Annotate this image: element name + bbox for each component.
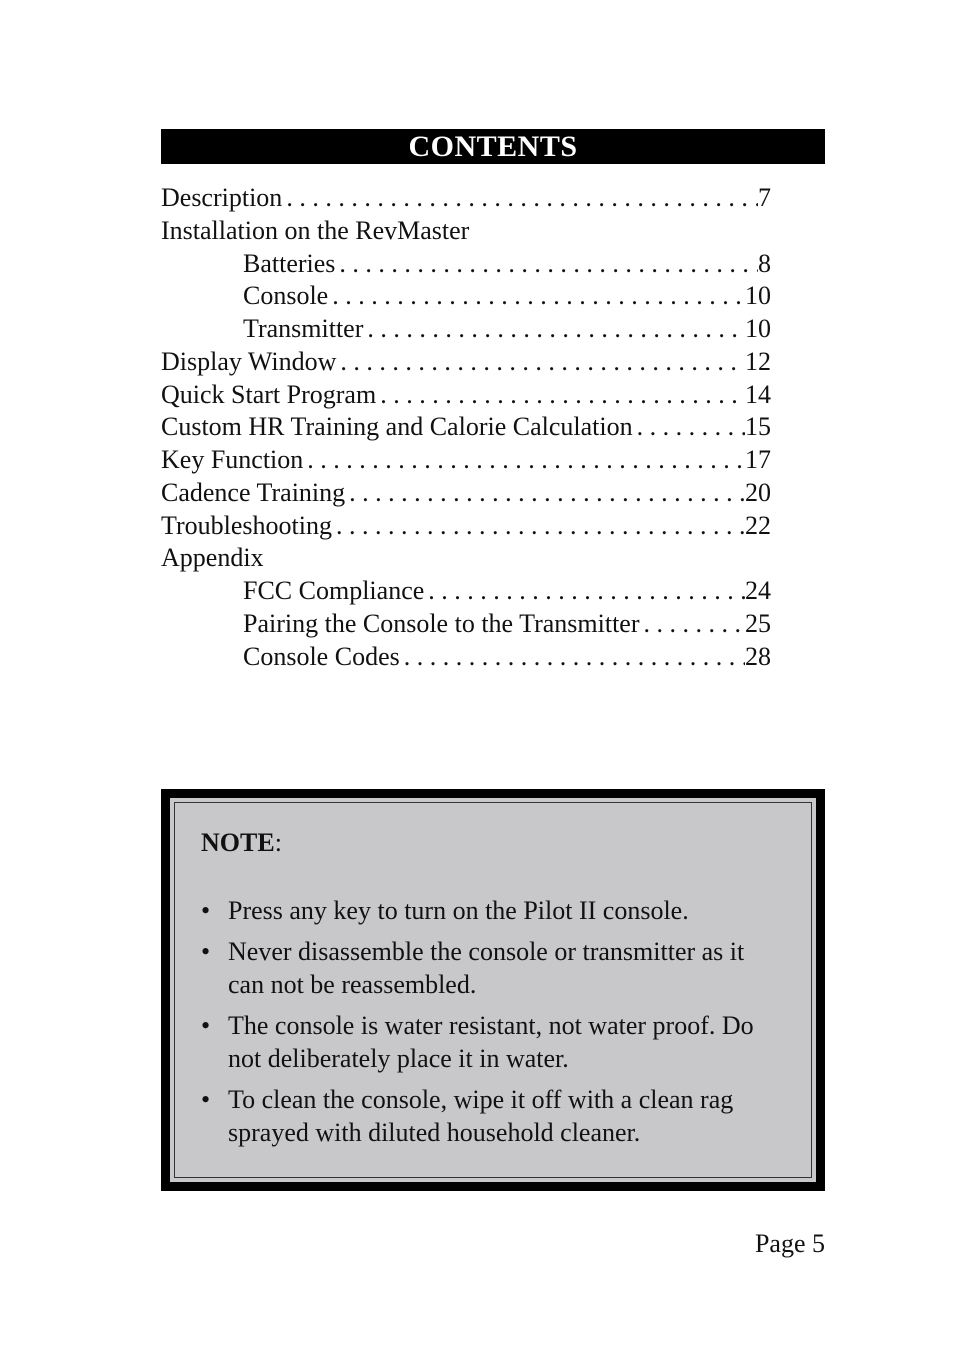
note-heading [201,827,282,859]
toc-entry-page: 7 [758,183,771,212]
note-item [201,935,781,1001]
toc-entry-title: Installation on the RevMaster [161,215,470,245]
toc-entry-title: Troubleshooting [161,510,332,540]
dot-leader [424,575,745,607]
dot-leader [335,248,758,280]
toc-entry-pairing[interactable] [161,608,771,641]
toc-entry-title: Description [161,183,283,212]
toc-entry-installation[interactable] [161,215,771,248]
note-box [161,789,825,1191]
dot-leader [640,608,746,640]
bullet-icon: • [201,896,211,925]
toc-entry-page: 17 [745,445,771,474]
dot-leader [633,411,745,443]
toc-entry-console[interactable] [161,280,771,313]
note-label: NOTE [201,828,275,857]
toc-entry-description[interactable] [161,182,771,215]
toc-entry-title: Custom HR Training and Calorie Calculation [161,412,633,442]
note-item [201,894,781,927]
toc-entry-page: 10 [745,281,771,311]
toc-entry-title: Batteries [243,248,336,278]
toc-entry-page: 25 [745,608,771,638]
dot-leader [376,379,745,411]
dot-leader [282,182,758,214]
toc-entry-page: 12 [745,346,771,376]
toc-entry-page: 20 [745,477,771,507]
note-item-text: Never disassemble the console or transmitter as it can not be reassembled. [228,937,745,999]
dot-leader [400,641,745,673]
note-list [201,894,781,1157]
toc-entry-custom-hr[interactable] [161,411,771,444]
toc-entry-title: Cadence Training [161,477,346,507]
toc-entry-fcc-compliance[interactable] [161,575,771,608]
note-item-text: To clean the console, wipe it off with a clean rag sprayed with diluted household cleaner. [228,1085,734,1147]
toc-entry-transmitter[interactable] [161,313,771,346]
table-of-contents [161,182,771,673]
toc-entry-appendix[interactable] [161,542,771,575]
toc-entry-page: 24 [745,576,771,605]
toc-entry-console-codes[interactable] [161,641,771,674]
note-panel [168,796,818,1184]
contents-heading: CONTENTS [161,129,825,164]
toc-entry-page: 28 [745,641,771,671]
toc-entry-title: FCC Compliance [243,576,425,605]
dot-leader [345,477,745,509]
note-item [201,1083,781,1149]
toc-entry-title: Quick Start Program [161,379,377,409]
note-item-text: The console is water resistant, not water proof. Do not deliberately place it in water. [228,1011,754,1073]
toc-entry-page: 15 [745,412,771,442]
page-number: Page 5 [754,1229,825,1258]
dot-leader [303,444,745,476]
bullet-icon: • [201,1011,211,1040]
toc-entry-cadence-training[interactable] [161,477,771,510]
toc-entry-page: 10 [745,314,771,343]
note-colon: : [274,828,282,857]
toc-entry-page: 8 [758,248,771,278]
toc-entry-title: Key Function [161,445,304,474]
toc-entry-page: 22 [745,510,771,540]
toc-entry-key-function[interactable] [161,444,771,477]
bullet-icon: • [201,937,211,966]
dot-leader [332,510,745,542]
toc-entry-batteries[interactable] [161,248,771,281]
dot-leader [336,346,745,378]
toc-entry-title: Pairing the Console to the Transmitter [243,608,640,638]
toc-entry-title: Appendix [161,543,264,573]
toc-entry-title: Console [243,281,329,311]
toc-entry-title: Transmitter [243,314,364,343]
dot-leader [363,313,745,345]
note-item [201,1009,781,1075]
toc-entry-troubleshooting[interactable] [161,510,771,543]
toc-entry-title: Display Window [161,346,337,376]
toc-entry-quick-start[interactable] [161,379,771,412]
dot-leader [328,280,745,312]
toc-entry-display-window[interactable] [161,346,771,379]
bullet-icon: • [201,1085,211,1114]
note-item-text: Press any key to turn on the Pilot II console. [228,896,689,925]
toc-entry-title: Console Codes [243,641,400,671]
toc-entry-page: 14 [745,379,771,409]
